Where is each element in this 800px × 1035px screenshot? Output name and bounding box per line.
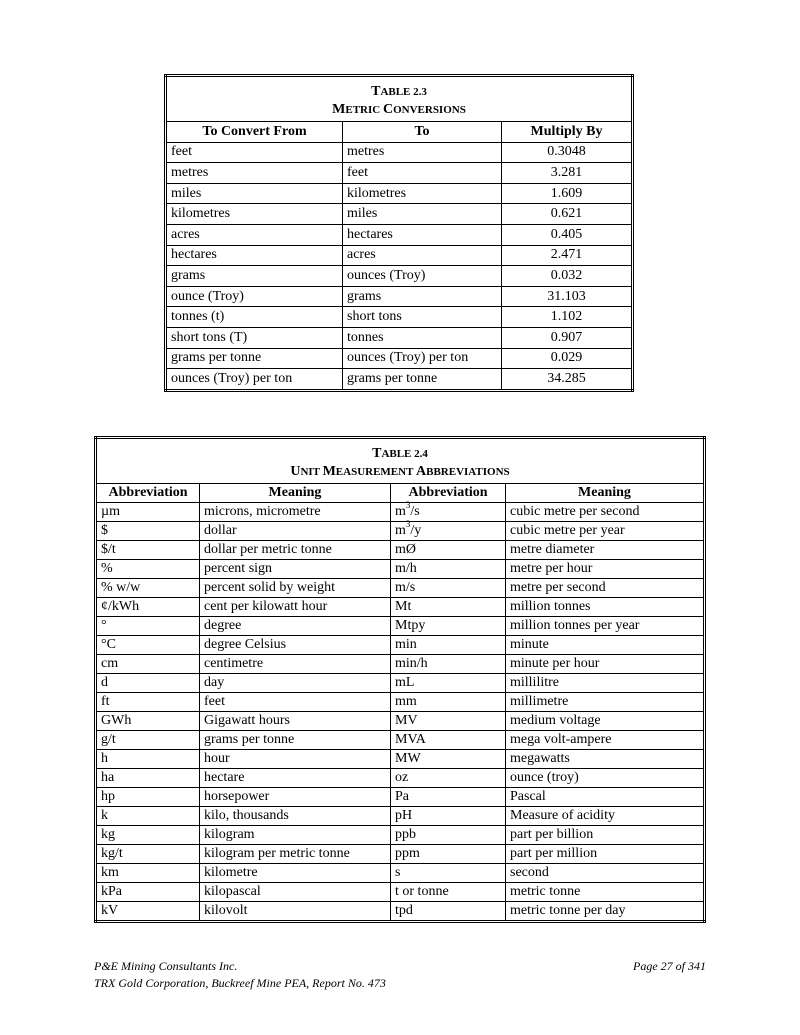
table-cell: ¢/kWh (96, 598, 200, 617)
table-row (96, 712, 705, 731)
table-cell: km (96, 864, 200, 883)
table-row (166, 266, 633, 287)
table-cell: µm (96, 503, 200, 522)
table-row (166, 245, 633, 266)
table-row (96, 864, 705, 883)
table-row (96, 598, 705, 617)
table-cell: $ (96, 522, 200, 541)
table-cell: minute (506, 636, 705, 655)
footer-report: TRX Gold Corporation, Buckreef Mine PEA, Report No. 473 (94, 976, 386, 990)
table-cell: $m^3/s$ (391, 503, 506, 522)
table-caption: TABLE 2.3 METRIC CONVERSIONS (166, 76, 633, 122)
table-row (96, 750, 705, 769)
table-row (96, 522, 705, 541)
table-cell: grams (343, 286, 502, 307)
column-header: Abbreviation (391, 484, 506, 503)
footer-company: P&E Mining Consultants Inc. (94, 959, 238, 973)
table-cell: second (506, 864, 705, 883)
table-cell: Mt (391, 598, 506, 617)
table-cell: mØ (391, 541, 506, 560)
table-row (166, 327, 633, 348)
table-cell: grams per tonne (200, 731, 391, 750)
table-caption: TABLE 2.4 UNIT MEASUREMENT ABBREVIATIONS (96, 438, 705, 484)
table-cell: horsepower (200, 788, 391, 807)
table-cell: grams per tonne (343, 369, 502, 391)
table-cell: 0.405 (502, 224, 633, 245)
table-cell: metre per second (506, 579, 705, 598)
table-row (166, 348, 633, 369)
table-cell: ounces (Troy) per ton (166, 369, 343, 391)
table-cell: 34.285 (502, 369, 633, 391)
table-cell: Pa (391, 788, 506, 807)
table-cell: MVA (391, 731, 506, 750)
table-row (96, 769, 705, 788)
page-footer (94, 958, 706, 992)
table-cell: Mtpy (391, 617, 506, 636)
table-cell: 1.609 (502, 183, 633, 204)
table-cell: short tons (T) (166, 327, 343, 348)
table-header-row (96, 484, 705, 503)
table-cell: MV (391, 712, 506, 731)
table-cell: pH (391, 807, 506, 826)
column-header: Meaning (506, 484, 705, 503)
table-cell: d (96, 674, 200, 693)
table-cell: cm (96, 655, 200, 674)
table-row (96, 883, 705, 902)
table-row (96, 579, 705, 598)
table-cell: ounce (Troy) (166, 286, 343, 307)
table-cell: million tonnes per year (506, 617, 705, 636)
table-row (96, 731, 705, 750)
table-cell: kilogram per metric tonne (200, 845, 391, 864)
table-cell: feet (343, 163, 502, 184)
table-row (96, 636, 705, 655)
table-cell: % (96, 560, 200, 579)
column-header: To (343, 122, 502, 143)
table-row (166, 369, 633, 391)
table-cell: 3.281 (502, 163, 633, 184)
table-cell: centimetre (200, 655, 391, 674)
table-cell: acres (343, 245, 502, 266)
column-header: To Convert From (166, 122, 343, 143)
table-cell: Pascal (506, 788, 705, 807)
table-cell: $/t (96, 541, 200, 560)
table-cell: kilo, thousands (200, 807, 391, 826)
table-cell: ounce (troy) (506, 769, 705, 788)
table-cell: day (200, 674, 391, 693)
table-cell: millilitre (506, 674, 705, 693)
table-cell: 0.3048 (502, 142, 633, 163)
table-row (96, 541, 705, 560)
table-row (166, 307, 633, 328)
table-cell: feet (200, 693, 391, 712)
table-cell: millimetre (506, 693, 705, 712)
table-cell: cubic metre per second (506, 503, 705, 522)
table-row (166, 286, 633, 307)
table-cell: metres (166, 163, 343, 184)
table-cell: microns, micrometre (200, 503, 391, 522)
table-cell: 0.032 (502, 266, 633, 287)
table-row (96, 826, 705, 845)
table-cell: miles (343, 204, 502, 225)
table-cell: ppb (391, 826, 506, 845)
table-cell: Gigawatt hours (200, 712, 391, 731)
table-cell: percent solid by weight (200, 579, 391, 598)
footer-page-number: Page 27 of 341 (633, 959, 706, 973)
table-cell: ° (96, 617, 200, 636)
table-cell: min/h (391, 655, 506, 674)
table-cell: min (391, 636, 506, 655)
table-cell: 0.029 (502, 348, 633, 369)
table-cell: tonnes (t) (166, 307, 343, 328)
table-row (166, 224, 633, 245)
table-cell: dollar per metric tonne (200, 541, 391, 560)
table-cell: tonnes (343, 327, 502, 348)
table-cell: hour (200, 750, 391, 769)
table-cell: mm (391, 693, 506, 712)
table-cell: kilovolt (200, 902, 391, 922)
table-cell: metre per hour (506, 560, 705, 579)
table-row (96, 845, 705, 864)
table-header-row (166, 122, 633, 143)
table-cell: megawatts (506, 750, 705, 769)
table-cell: MW (391, 750, 506, 769)
table-row (96, 617, 705, 636)
table-cell: part per million (506, 845, 705, 864)
table-cell: grams (166, 266, 343, 287)
table-cell: metre diameter (506, 541, 705, 560)
table-cell: feet (166, 142, 343, 163)
table-cell: g/t (96, 731, 200, 750)
table-cell: ft (96, 693, 200, 712)
table-row (96, 693, 705, 712)
table-cell: percent sign (200, 560, 391, 579)
table-cell: grams per tonne (166, 348, 343, 369)
table-cell: Measure of acidity (506, 807, 705, 826)
table-cell: part per billion (506, 826, 705, 845)
column-header: Multiply By (502, 122, 633, 143)
table-cell: degree (200, 617, 391, 636)
table-cell: cubic metre per year (506, 522, 705, 541)
table-cell: ppm (391, 845, 506, 864)
table-cell: kPa (96, 883, 200, 902)
table-cell: 0.621 (502, 204, 633, 225)
table-cell: kg/t (96, 845, 200, 864)
table-row (166, 204, 633, 225)
table-cell: degree Celsius (200, 636, 391, 655)
table-cell: ounces (Troy) (343, 266, 502, 287)
table-cell: 31.103 (502, 286, 633, 307)
table-cell: metres (343, 142, 502, 163)
table-row (166, 142, 633, 163)
table-cell: short tons (343, 307, 502, 328)
table-row (166, 163, 633, 184)
table-cell: hectares (343, 224, 502, 245)
table-cell: 2.471 (502, 245, 633, 266)
table-cell: metric tonne per day (506, 902, 705, 922)
table-cell: 1.102 (502, 307, 633, 328)
table-cell: acres (166, 224, 343, 245)
table-row (96, 788, 705, 807)
table-cell: ha (96, 769, 200, 788)
table-row (96, 560, 705, 579)
table-row (96, 503, 705, 522)
table-cell: k (96, 807, 200, 826)
table-cell: kg (96, 826, 200, 845)
table-cell: oz (391, 769, 506, 788)
table-cell: tpd (391, 902, 506, 922)
metric-conversions-table (164, 74, 634, 392)
table-cell: 0.907 (502, 327, 633, 348)
table-cell: m/h (391, 560, 506, 579)
table-cell: cent per kilowatt hour (200, 598, 391, 617)
table-cell: GWh (96, 712, 200, 731)
table-cell: hectares (166, 245, 343, 266)
table-cell: miles (166, 183, 343, 204)
table-cell: hp (96, 788, 200, 807)
table-cell: t or tonne (391, 883, 506, 902)
table-cell: m/s (391, 579, 506, 598)
column-header: Abbreviation (96, 484, 200, 503)
table-cell: h (96, 750, 200, 769)
table-cell: kilopascal (200, 883, 391, 902)
table-cell: kilometres (166, 204, 343, 225)
table-row (96, 674, 705, 693)
table-cell: hectare (200, 769, 391, 788)
table-row (96, 807, 705, 826)
table-cell: kV (96, 902, 200, 922)
table-row (96, 902, 705, 922)
table-cell: mega volt-ampere (506, 731, 705, 750)
unit-abbreviations-table (94, 436, 706, 923)
table-cell: kilometres (343, 183, 502, 204)
column-header: Meaning (200, 484, 391, 503)
table-cell: ounces (Troy) per ton (343, 348, 502, 369)
table-cell: kilogram (200, 826, 391, 845)
table-cell: metric tonne (506, 883, 705, 902)
table-cell: °C (96, 636, 200, 655)
table-row (166, 183, 633, 204)
table-cell: medium voltage (506, 712, 705, 731)
table-row (96, 655, 705, 674)
table-cell: dollar (200, 522, 391, 541)
table-cell: s (391, 864, 506, 883)
table-cell: million tonnes (506, 598, 705, 617)
table-cell: minute per hour (506, 655, 705, 674)
table-cell: mL (391, 674, 506, 693)
table-cell: % w/w (96, 579, 200, 598)
table-cell: kilometre (200, 864, 391, 883)
table-cell: $m^3/y$ (391, 522, 506, 541)
